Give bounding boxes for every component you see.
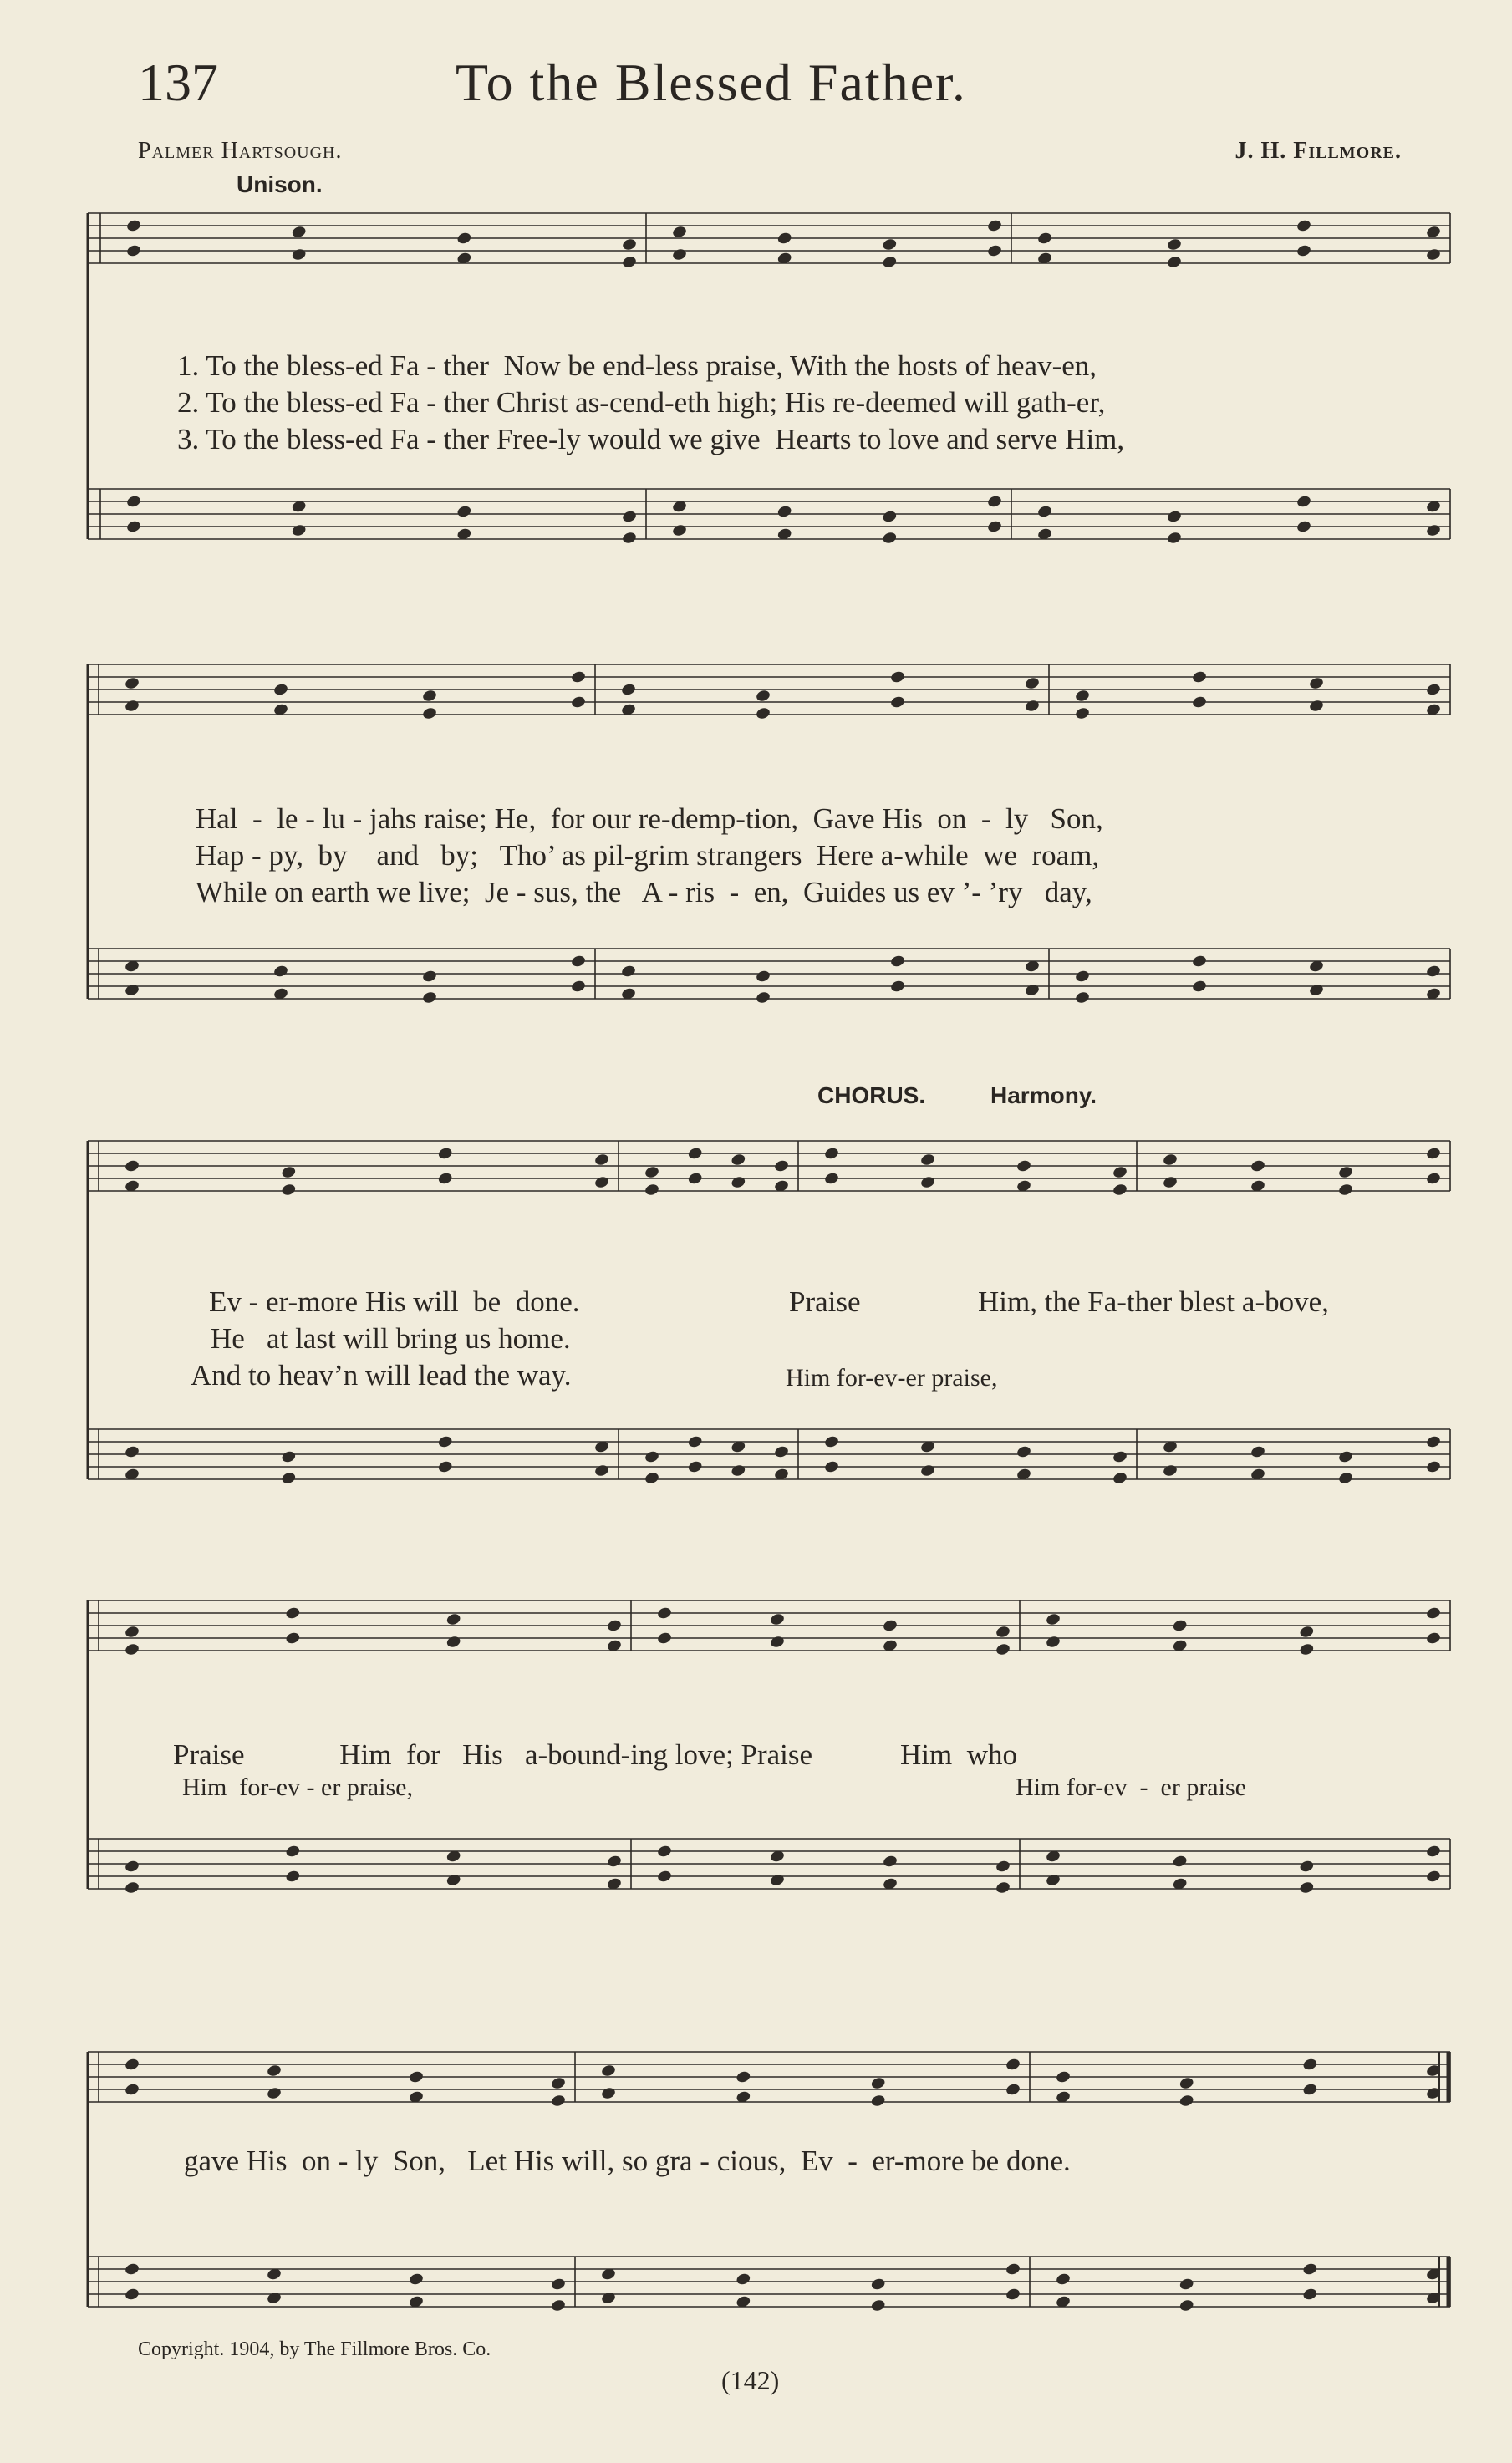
note-head	[870, 2094, 886, 2108]
note-head	[995, 1642, 1011, 1656]
note-head	[1179, 2094, 1194, 2108]
note-head	[437, 1460, 453, 1474]
verse1-line-system3: Ev - er-more His will be done.	[209, 1285, 580, 1318]
note-head	[1250, 1159, 1265, 1173]
hymn-title: To the Blessed Father.	[456, 53, 967, 112]
note-head	[644, 1471, 659, 1485]
note-head	[882, 1855, 898, 1869]
note-head	[291, 225, 307, 239]
note-head	[285, 1631, 301, 1646]
chorus-line-system4: Praise Him for His a-bound-ing love; Praise Him who	[173, 1738, 1018, 1771]
note-head	[124, 1625, 140, 1639]
note-head	[437, 1172, 453, 1186]
note-head	[124, 1642, 140, 1656]
note-head	[1005, 2287, 1021, 2302]
note-head	[889, 954, 905, 969]
note-head	[986, 219, 1002, 233]
note-head	[445, 1873, 461, 1887]
note-head	[889, 980, 905, 994]
note-head	[1166, 510, 1182, 524]
note-head	[1005, 2058, 1021, 2072]
note-head	[1179, 2298, 1194, 2313]
note-head	[125, 520, 141, 534]
note-head	[621, 510, 637, 524]
note-head	[687, 1147, 703, 1161]
note-head	[456, 232, 472, 246]
note-head	[1074, 689, 1090, 703]
note-head	[570, 980, 586, 994]
note-head	[291, 523, 307, 537]
note-head	[882, 255, 898, 269]
note-head	[1191, 980, 1207, 994]
note-head	[823, 1172, 839, 1186]
note-head	[421, 990, 437, 1005]
note-head	[736, 2070, 751, 2084]
note-head	[870, 2298, 886, 2313]
note-head	[687, 1172, 703, 1186]
note-head	[285, 1845, 301, 1859]
note-head	[656, 1870, 672, 1884]
note-head	[755, 706, 771, 720]
verse3-line-system2: While on earth we live; Je - sus, the A - ris - en, Guides us ev ’- ’ry day,	[196, 876, 1092, 908]
note-head	[1191, 695, 1207, 710]
note-head	[731, 1463, 746, 1478]
note-head	[1296, 495, 1311, 509]
note-head	[272, 683, 288, 697]
verse2-line-system3: He at last will bring us home.	[211, 1322, 571, 1355]
note-head	[1112, 1450, 1128, 1464]
note-head	[986, 244, 1002, 258]
note-head	[606, 1619, 622, 1633]
note-head	[124, 1880, 140, 1895]
note-head	[1425, 1172, 1441, 1186]
bass-text-left-system4: Him for-ev - er praise,	[182, 1773, 413, 1801]
note-head	[285, 1606, 301, 1621]
note-head	[124, 699, 140, 713]
note-head	[125, 495, 141, 509]
note-head	[1112, 1165, 1128, 1179]
note-head	[1425, 683, 1441, 697]
note-head	[1005, 2262, 1021, 2277]
lyricist-credit: Palmer Hartsough.	[138, 138, 343, 164]
note-head	[1036, 505, 1052, 519]
note-head	[644, 1450, 659, 1464]
note-head	[870, 2076, 886, 2090]
note-head	[1308, 983, 1324, 997]
note-head	[1425, 1631, 1441, 1646]
note-head	[124, 2287, 140, 2302]
note-head	[1191, 954, 1207, 969]
note-head	[570, 954, 586, 969]
note-head	[882, 1619, 898, 1633]
note-head	[1337, 1165, 1353, 1179]
note-head	[291, 247, 307, 262]
note-head	[1179, 2076, 1194, 2090]
verse2-line-system2: Hap - py, by and by; Tho’ as pil-grim strangers Here a-while we roam,	[196, 839, 1100, 872]
note-head	[1308, 699, 1324, 713]
harmony-marking: Harmony.	[990, 1082, 1097, 1108]
note-head	[1055, 2070, 1071, 2084]
note-head	[1299, 1860, 1315, 1874]
note-head	[281, 1450, 297, 1464]
note-head	[1036, 232, 1052, 246]
note-head	[1425, 1870, 1441, 1884]
note-head	[1045, 1612, 1061, 1626]
note-head	[1302, 2287, 1318, 2302]
note-head	[736, 2272, 751, 2287]
verse2-line-system1: 2. To the bless-ed Fa - ther Christ as-cend-eth high; His re-deemed will gath-er,	[177, 386, 1106, 419]
note-head	[882, 237, 898, 252]
note-head	[1016, 1159, 1031, 1173]
note-head	[593, 1463, 609, 1478]
note-head	[656, 1845, 672, 1859]
note-head	[124, 1860, 140, 1874]
note-head	[281, 1471, 297, 1485]
note-head	[124, 676, 140, 690]
note-head	[600, 2064, 616, 2078]
note-head	[1016, 1445, 1031, 1459]
note-head	[776, 505, 792, 519]
note-head	[644, 1183, 659, 1197]
note-head	[919, 1463, 935, 1478]
note-head	[266, 2064, 282, 2078]
note-head	[1250, 1445, 1265, 1459]
note-head	[1425, 247, 1441, 262]
note-head	[769, 1635, 785, 1649]
unison-marking: Unison.	[237, 171, 323, 197]
note-head	[1425, 964, 1441, 979]
note-head	[773, 1159, 789, 1173]
note-head	[1172, 1855, 1188, 1869]
note-head	[776, 232, 792, 246]
note-head	[593, 1153, 609, 1167]
note-head	[456, 505, 472, 519]
note-head	[755, 689, 771, 703]
note-head	[823, 1147, 839, 1161]
note-head	[285, 1870, 301, 1884]
note-head	[1024, 699, 1040, 713]
note-head	[272, 964, 288, 979]
note-head	[919, 1153, 935, 1167]
note-head	[1055, 2272, 1071, 2287]
note-head	[621, 531, 637, 545]
note-head	[437, 1435, 453, 1449]
verse1-line-system2: Hal - le - lu - jahs raise; He, for our re-demp-tion, Gave His on - ly Son,	[196, 802, 1103, 835]
note-head	[408, 2070, 424, 2084]
note-head	[1337, 1183, 1353, 1197]
note-head	[769, 1873, 785, 1887]
chorus-line-system3: Him, the Fa-ther blest a-bove,	[978, 1285, 1329, 1318]
note-head	[1024, 983, 1040, 997]
note-head	[550, 2298, 566, 2313]
note-head	[620, 683, 636, 697]
page-number: (142)	[721, 2365, 780, 2395]
hymn-number: 137	[138, 53, 218, 112]
note-head	[620, 964, 636, 979]
note-head	[600, 2291, 616, 2305]
note-head	[823, 1435, 839, 1449]
note-head	[421, 969, 437, 984]
note-head	[125, 219, 141, 233]
note-head	[1299, 1625, 1315, 1639]
note-head	[1045, 1635, 1061, 1649]
note-head	[919, 1175, 935, 1189]
note-head	[671, 225, 687, 239]
note-head	[1425, 1845, 1441, 1859]
note-head	[1299, 1642, 1315, 1656]
note-head	[731, 1175, 746, 1189]
note-head	[671, 523, 687, 537]
note-head	[731, 1153, 746, 1167]
note-head	[1425, 523, 1441, 537]
note-head	[687, 1435, 703, 1449]
note-head	[1179, 2277, 1194, 2292]
note-head	[755, 990, 771, 1005]
note-head	[1074, 706, 1090, 720]
verse3-line-system1: 3. To the bless-ed Fa - ther Free-ly would we give Hearts to love and serve Him,	[177, 423, 1125, 455]
note-head	[408, 2272, 424, 2287]
note-head	[124, 1159, 140, 1173]
note-head	[593, 1175, 609, 1189]
note-head	[1024, 676, 1040, 690]
note-head	[769, 1612, 785, 1626]
note-head	[1005, 2083, 1021, 2097]
chorus-marking: CHORUS.	[817, 1082, 926, 1108]
note-head	[1425, 225, 1441, 239]
note-head	[1074, 990, 1090, 1005]
note-head	[1337, 1450, 1353, 1464]
note-head	[281, 1183, 297, 1197]
note-head	[606, 1855, 622, 1869]
note-head	[570, 695, 586, 710]
note-head	[621, 255, 637, 269]
note-head	[445, 1635, 461, 1649]
note-head	[1172, 1619, 1188, 1633]
note-head	[671, 247, 687, 262]
note-head	[687, 1460, 703, 1474]
note-head	[621, 237, 637, 252]
note-head	[1045, 1873, 1061, 1887]
chorus-praise-word: Praise	[789, 1285, 861, 1318]
note-head	[1166, 255, 1182, 269]
note-head	[656, 1606, 672, 1621]
note-head	[1425, 1460, 1441, 1474]
note-head	[266, 2086, 282, 2100]
verse1-line-system1: 1. To the bless-ed Fa - ther Now be end-less praise, With the hosts of heav-en,	[177, 349, 1097, 382]
note-head	[644, 1165, 659, 1179]
note-head	[1112, 1471, 1128, 1485]
note-head	[656, 1631, 672, 1646]
note-head	[1296, 244, 1311, 258]
note-head	[995, 1880, 1011, 1895]
note-head	[600, 2086, 616, 2100]
note-head	[995, 1860, 1011, 1874]
note-head	[986, 520, 1002, 534]
chorus-line-system5: gave His on - ly Son, Let His will, so gra - cious, Ev - er-more be done.	[184, 2145, 1071, 2177]
note-head	[1162, 1463, 1178, 1478]
note-head	[1074, 969, 1090, 984]
bass-text-system3: Him for-ev-er praise,	[786, 1364, 998, 1392]
bass-text-right-system4: Him for-ev - er praise	[1016, 1773, 1246, 1801]
note-head	[773, 1445, 789, 1459]
note-head	[995, 1625, 1011, 1639]
note-head	[882, 531, 898, 545]
note-head	[986, 495, 1002, 509]
note-head	[1162, 1175, 1178, 1189]
verse3-line-system3: And to heav’n will lead the way.	[191, 1359, 572, 1392]
note-head	[1425, 1606, 1441, 1621]
note-head	[550, 2076, 566, 2090]
note-head	[570, 670, 586, 684]
note-head	[124, 2262, 140, 2277]
note-head	[125, 244, 141, 258]
note-head	[1299, 1880, 1315, 1895]
note-head	[1191, 670, 1207, 684]
note-head	[1337, 1471, 1353, 1485]
note-head	[1296, 520, 1311, 534]
note-head	[889, 695, 905, 710]
note-head	[1302, 2058, 1318, 2072]
note-head	[266, 2291, 282, 2305]
note-head	[445, 1612, 461, 1626]
note-head	[124, 1445, 140, 1459]
note-head	[1166, 237, 1182, 252]
note-head	[1296, 219, 1311, 233]
note-head	[550, 2094, 566, 2108]
note-head	[1166, 531, 1182, 545]
note-head	[421, 706, 437, 720]
note-head	[823, 1460, 839, 1474]
note-head	[550, 2277, 566, 2292]
note-head	[124, 2058, 140, 2072]
note-head	[889, 670, 905, 684]
note-head	[1302, 2083, 1318, 2097]
note-head	[281, 1165, 297, 1179]
note-head	[1162, 1153, 1178, 1167]
note-head	[1425, 1147, 1441, 1161]
note-head	[124, 983, 140, 997]
copyright-notice: Copyright. 1904, by The Fillmore Bros. Co.	[138, 2338, 491, 2360]
note-head	[1302, 2262, 1318, 2277]
note-head	[882, 510, 898, 524]
note-head	[1112, 1183, 1128, 1197]
note-head	[1308, 676, 1324, 690]
note-head	[421, 689, 437, 703]
note-head	[755, 969, 771, 984]
note-head	[124, 2083, 140, 2097]
composer-credit: J. H. Fillmore.	[1235, 138, 1402, 164]
note-head	[870, 2277, 886, 2292]
note-head	[1425, 1435, 1441, 1449]
note-head	[437, 1147, 453, 1161]
